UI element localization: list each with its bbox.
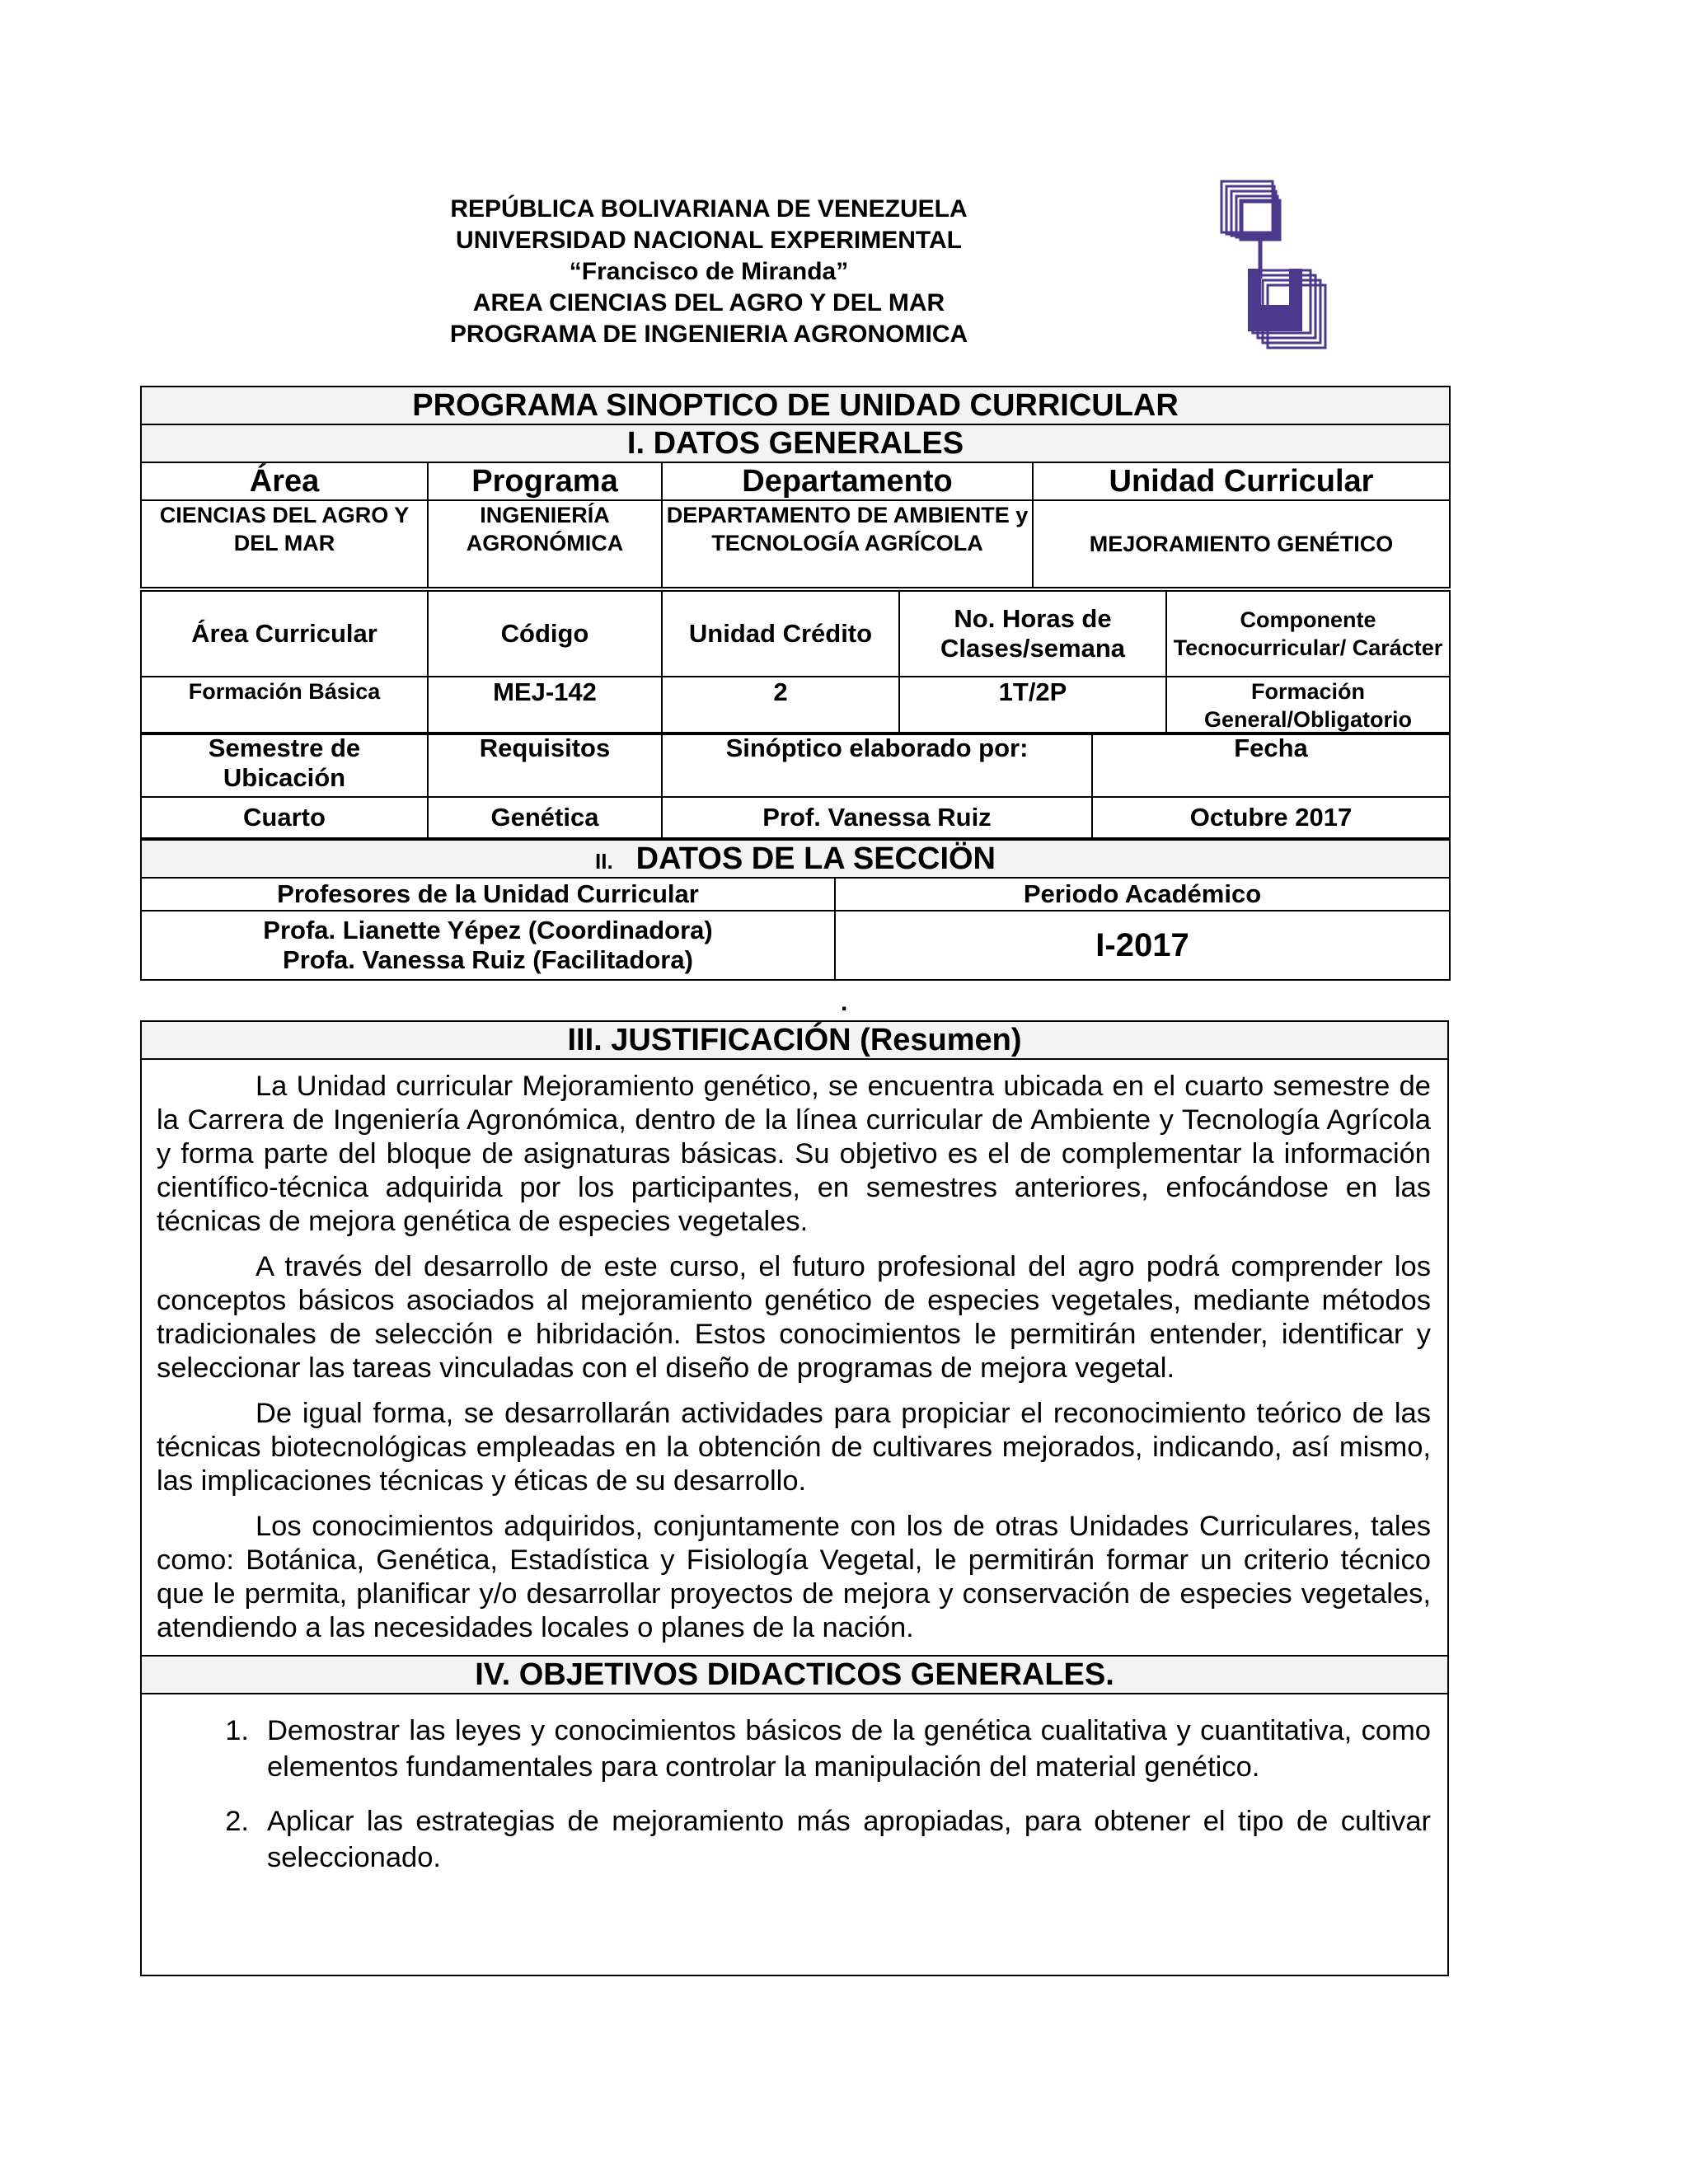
section-2-number: II. [595, 848, 613, 874]
value-unidad-credito: 2 [662, 677, 899, 734]
header-unidad-credito: Unidad Crédito [662, 591, 899, 677]
justification-paragraph-1: La Unidad curricular Mejoramiento genético, se encuentra ubicada en el cuarto semestre de la Carrera de Ingeniería Agronómica, dentro de la línea curricular de Ambiente y Tecnología Agrícola y forma parte del bloque de asignaturas básicas. Su objetivo es el de complementar la información científico-técnica adquirida por los participantes, en semestres anteriores, enfocándose en las técnicas de mejora genética de especies vegetales. [157, 1071, 1431, 1237]
objectives-list [142, 1694, 1447, 1876]
value-periodo: I-2017 [835, 911, 1450, 980]
header-elaborado-por: Sinóptico elaborado por: [662, 733, 1092, 797]
objective-item [199, 1713, 1431, 1785]
header-semestre: Semestre de Ubicación [141, 733, 428, 797]
value-departamento: DEPARTAMENTO DE AMBIENTE y TECNOLOGÍA AGRÍCOLA [662, 500, 1033, 588]
value-unidad-curricular: MEJORAMIENTO GENÉTICO [1033, 500, 1450, 588]
value-requisitos: Genética [428, 797, 662, 838]
program-title: PROGRAMA SINOPTICO DE UNIDAD CURRICULAR [141, 387, 1450, 424]
justification-title: III. JUSTIFICACIÓN (Resumen) [142, 1022, 1447, 1060]
justification-paragraph-2: A través del desarrollo de este curso, el futuro profesional del agro podrá comprender los conceptos básicos asociados al mejoramiento genético de especies vegetales, mediante métodos tradicionales de selección e hibridación. Estos conocimientos le permitirán entender, identificar y seleccionar las tareas vinculadas con el diseño de programas de mejora vegetal. [157, 1251, 1431, 1384]
university-logo-icon [1220, 180, 1327, 353]
value-horas-clase: 1T/2P [899, 677, 1166, 734]
justification-objectives-box [140, 1020, 1449, 1976]
section-data-table [140, 839, 1451, 981]
curricular-data-table [140, 590, 1451, 735]
objectives-title: IV. OBJETIVOS DIDACTICOS GENERALES. [142, 1655, 1447, 1694]
header-requisitos: Requisitos [428, 733, 662, 797]
header-area: Área [141, 462, 428, 500]
header-componente: Componente Tecnocurricular/ Carácter [1166, 591, 1450, 677]
justification-body [142, 1060, 1447, 1655]
header-area-curricular: Área Curricular [141, 591, 428, 677]
separator-dot: . [841, 989, 848, 1016]
objective-number: 1. [225, 1715, 249, 1746]
header-line-4: AREA CIENCIAS DEL AGRO Y DEL MAR [472, 289, 945, 316]
objective-number: 2. [225, 1806, 249, 1837]
header-line-5: PROGRAMA DE INGENIERIA AGRONOMICA [449, 321, 968, 348]
section-2-title [141, 840, 1450, 878]
header-line-1: REPÚBLICA BOLIVARIANA DE VENEZUELA [450, 195, 968, 223]
header-fecha: Fecha [1092, 733, 1450, 797]
value-elaborado-por: Prof. Vanessa Ruiz [662, 797, 1092, 838]
section-2-label: DATOS DE LA SECCIÖN [635, 841, 996, 876]
justification-paragraph-3: De igual forma, se desarrollarán actividades para propiciar el reconocimiento teórico de las técnicas biotecnológicas empleadas en la obtención de cultivares mejorados, indicando, así mismo, las implicaciones técnicas y éticas de su desarrollo. [157, 1398, 1431, 1497]
header-profesores: Profesores de la Unidad Curricular [141, 878, 835, 911]
header-departamento: Departamento [662, 462, 1033, 500]
institution-header [338, 194, 1080, 350]
professor-2: Profa. Vanessa Ruiz (Facilitadora) [283, 945, 693, 974]
header-programa: Programa [428, 462, 662, 500]
header-line-3: “Francisco de Miranda” [569, 258, 849, 285]
semester-data-table [140, 732, 1451, 839]
value-programa: INGENIERÍA AGRONÓMICA [428, 500, 662, 588]
value-codigo: MEJ-142 [428, 677, 662, 734]
header-periodo: Periodo Académico [835, 878, 1450, 911]
header-horas-clase: No. Horas de Clases/semana [899, 591, 1166, 677]
professor-1: Profa. Lianette Yépez (Coordinadora) [263, 916, 713, 944]
header-line-2: UNIVERSIDAD NACIONAL EXPERIMENTAL [456, 227, 962, 254]
header-unidad-curricular: Unidad Curricular [1033, 462, 1450, 500]
value-componente: Formación General/Obligatorio [1166, 677, 1450, 734]
objective-item [199, 1803, 1431, 1876]
value-semestre: Cuarto [141, 797, 428, 838]
value-fecha: Octubre 2017 [1092, 797, 1450, 838]
justification-paragraph-4: Los conocimientos adquiridos, conjuntamente con los de otras Unidades Curriculares, tales como: Botánica, Genética, Estadística y Fisiología Vegetal, le permitirán formar un criterio técnico que le permita, planificar y/o desarrollar proyectos de mejora y conservación de especies vegetales, atendiendo a las necesidades locales o planes de la nación. [157, 1511, 1431, 1643]
section-general-data-title: I. DATOS GENERALES [141, 424, 1450, 462]
value-area-curricular: Formación Básica [141, 677, 428, 734]
general-data-table [140, 386, 1451, 588]
header-codigo: Código [428, 591, 662, 677]
objective-text: Aplicar las estrategias de mejoramiento más apropiadas, para obtener el tipo de cultivar seleccionado. [267, 1806, 1431, 1873]
professors-cell [141, 911, 835, 980]
value-area: CIENCIAS DEL AGRO Y DEL MAR [141, 500, 428, 588]
objective-text: Demostrar las leyes y conocimientos básicos de la genética cualitativa y cuantitativa, como elementos fundamentales para controlar la manipulación del material genético. [267, 1715, 1431, 1783]
